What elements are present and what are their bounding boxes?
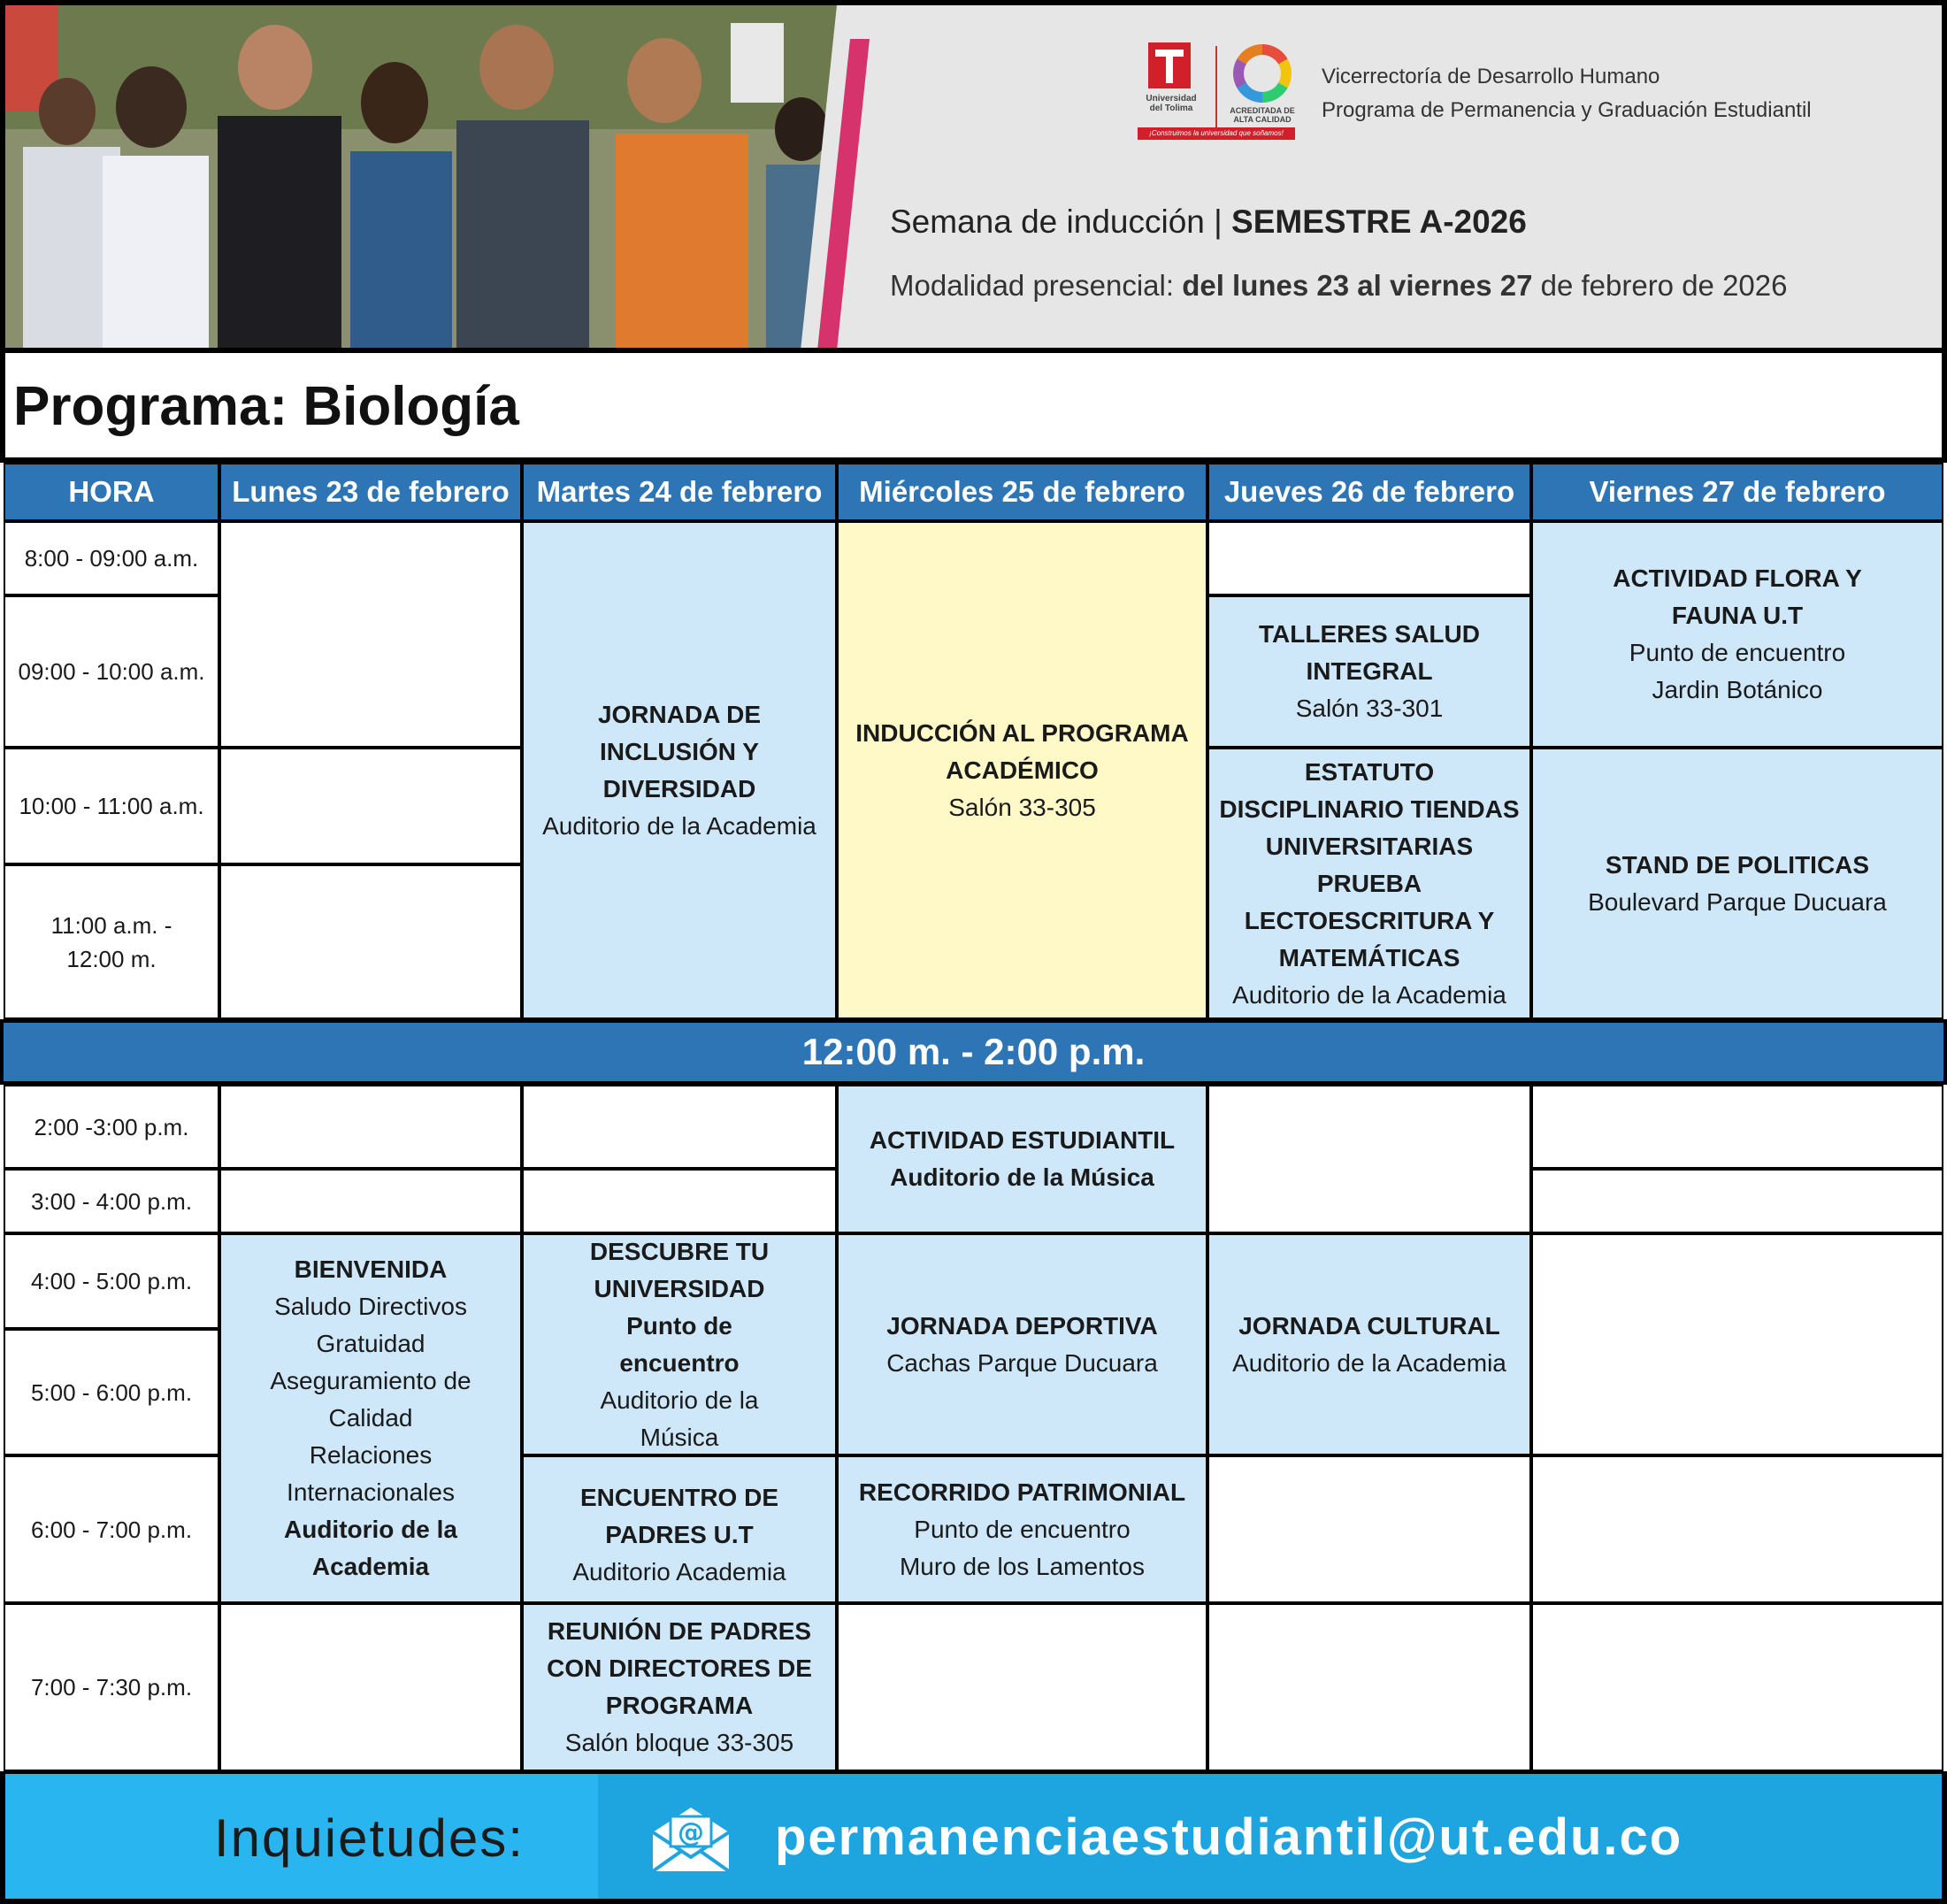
event-encuentro-padres: ENCUENTRO DE PADRES U.T Auditorio Academia <box>522 1455 837 1603</box>
event-actividad-estudiantil: ACTIVIDAD ESTUDIANTIL Auditorio de la Música <box>837 1085 1207 1233</box>
event-descubre-universidad: DESCUBRE TU UNIVERSIDAD Punto de encuentro Auditorio de la Música <box>522 1233 837 1455</box>
ut-logo-icon <box>1148 42 1191 88</box>
event-stand-politicas: STAND DE POLITICAS Boulevard Parque Ducuara <box>1531 748 1943 1019</box>
col-header-miercoles: Miércoles 25 de febrero <box>837 463 1207 521</box>
event-jornada-inclusion: JORNADA DE INCLUSIÓN Y DIVERSIDAD Auditorio de la Academia <box>522 521 837 1019</box>
program-title-bar <box>0 348 1947 463</box>
acreditada-logo: ACREDITADA DE ALTA CALIDAD <box>1228 44 1297 142</box>
event-bienvenida: BIENVENIDA Saludo Directivos Gratuidad Aseguramiento de Calidad Relaciones Internacionales Auditorio de la Academia <box>219 1233 522 1603</box>
event-induccion-programa: INDUCCIÓN AL PROGRAMA ACADÉMICO Salón 33-305 <box>837 521 1207 1019</box>
lunch-break-bar: 12:00 m. - 2:00 p.m. <box>0 1019 1947 1085</box>
slot-empty <box>522 1169 837 1233</box>
event-estatuto-disciplinario: ESTATUTO DISCIPLINARIO TIENDAS UNIVERSITARIAS PRUEBA LECTOESCRITURA Y MATEMÁTICAS Auditorio de la Academia <box>1207 748 1531 1019</box>
slot-empty <box>219 521 522 748</box>
slogan: ¡Construimos la universidad que soñamos! <box>1138 127 1295 140</box>
col-header-jueves: Jueves 26 de febrero <box>1207 463 1531 521</box>
hour-19: 7:00 - 7:30 p.m. <box>4 1603 219 1771</box>
slot-empty <box>837 1603 1207 1771</box>
slot-empty <box>219 1085 522 1169</box>
event-recorrido-patrimonial: RECORRIDO PATRIMONIAL Punto de encuentro Muro de los Lamentos <box>837 1455 1207 1603</box>
hour-9: 09:00 - 10:00 a.m. <box>4 595 219 748</box>
program-title: Programa: Biología <box>13 376 519 437</box>
slot-empty <box>219 864 522 1019</box>
slot-empty <box>1531 1085 1943 1169</box>
event-jornada-cultural: JORNADA CULTURAL Auditorio de la Academia <box>1207 1233 1531 1455</box>
acreditacion-icon <box>1233 44 1292 103</box>
hour-15: 3:00 - 4:00 p.m. <box>4 1169 219 1233</box>
modalidad-line: Modalidad presencial: del lunes 23 al viernes 27 de febrero de 2026 <box>890 269 1788 302</box>
slot-empty <box>219 1169 522 1233</box>
event-flora-fauna: ACTIVIDAD FLORA Y FAUNA U.T Punto de encuentro Jardin Botánico <box>1531 521 1943 748</box>
slot-empty <box>1531 1603 1943 1771</box>
contact-email-link[interactable]: permanenciaestudiantil@ut.edu.co <box>775 1808 1683 1866</box>
svg-text:@: @ <box>678 1817 704 1848</box>
email-envelope-icon <box>649 1804 732 1875</box>
col-header-hora: HORA <box>4 463 219 521</box>
hour-11: 11:00 a.m. - 12:00 m. <box>4 864 219 1019</box>
hour-10: 10:00 - 11:00 a.m. <box>4 748 219 864</box>
hour-18: 6:00 - 7:00 p.m. <box>4 1455 219 1603</box>
col-header-lunes: Lunes 23 de febrero <box>219 463 522 521</box>
slot-empty <box>219 748 522 864</box>
slot-empty <box>1531 1233 1943 1455</box>
inquietudes-label: Inquietudes: <box>214 1808 525 1868</box>
hour-14: 2:00 -3:00 p.m. <box>4 1085 219 1169</box>
hour-8: 8:00 - 09:00 a.m. <box>4 521 219 595</box>
slot-empty <box>219 1603 522 1771</box>
event-talleres-salud: TALLERES SALUD INTEGRAL Salón 33-301 <box>1207 595 1531 748</box>
hour-16: 4:00 - 5:00 p.m. <box>4 1233 219 1329</box>
event-reunion-padres: REUNIÓN DE PADRES CON DIRECTORES DE PROGRAMA Salón bloque 33-305 <box>522 1603 837 1771</box>
event-jornada-deportiva: JORNADA DEPORTIVA Cachas Parque Ducuara <box>837 1233 1207 1455</box>
semana-induccion-line: Semana de inducción | SEMESTRE A-2026 <box>890 203 1527 240</box>
students-photo <box>5 5 881 348</box>
slot-empty <box>1207 521 1531 595</box>
slot-empty <box>1531 1455 1943 1603</box>
slot-empty <box>1207 1455 1531 1603</box>
col-header-viernes: Viernes 27 de febrero <box>1531 463 1943 521</box>
header-banner <box>0 0 1947 348</box>
footer-contact <box>0 1771 1947 1904</box>
slot-empty <box>1531 1169 1943 1233</box>
students-photo-illustration <box>5 5 881 348</box>
slot-empty <box>522 1085 837 1169</box>
slot-empty <box>1207 1603 1531 1771</box>
universidad-tolima-logo: Universidad del Tolima <box>1139 42 1201 140</box>
hour-17: 5:00 - 6:00 p.m. <box>4 1329 219 1455</box>
slot-empty <box>1207 1085 1531 1233</box>
col-header-martes: Martes 24 de febrero <box>522 463 837 521</box>
vicerrectoria-text: Vicerrectoría de Desarrollo Humano Programa de Permanencia y Graduación Estudiantil <box>1322 65 1812 122</box>
